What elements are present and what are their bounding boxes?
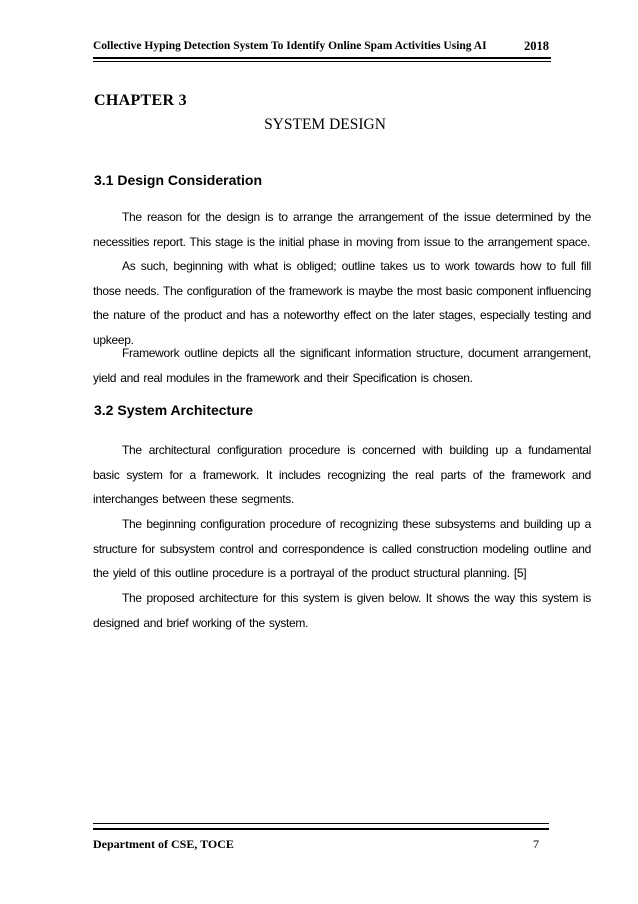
paragraph: As such, beginning with what is obliged; outline takes us to work towards how to full fill those needs. The configuration of the framework is maybe the most basic component influencing the nature of the product and has a noteworthy effect on the later stages, especially testing and upkeep.: [93, 259, 591, 348]
paragraph: The reason for the design is to arrange the arrangement of the issue determined by the necessities report. This stage is the initial phase in moving from issue to the arrangement space.: [93, 210, 591, 249]
section-heading-design-consideration: 3.1 Design Consideration: [94, 172, 263, 188]
footer-rule-thick: [93, 828, 549, 830]
chapter-label: CHAPTER 3: [94, 92, 187, 109]
section-heading-system-architecture: 3.2 System Architecture: [94, 402, 253, 418]
paragraph: Framework outline depicts all the significant information structure, document arrangement, yield and real modules in the framework and their Specification is chosen.: [93, 346, 591, 385]
footer-rule-thin: [93, 823, 549, 824]
header-title: Collective Hyping Detection System To Identify Online Spam Activities Using AI: [93, 40, 487, 52]
header-rule-thin: [93, 61, 551, 62]
chapter-title: SYSTEM DESIGN: [264, 116, 386, 133]
header-rule-thick: [93, 57, 551, 59]
header-year: 2018: [524, 39, 549, 53]
footer-department: Department of CSE, TOCE: [93, 837, 234, 851]
page-header: [93, 40, 549, 54]
paragraph: The architectural configuration procedure is concerned with building up a fundamental basic system for a framework. It includes recognizing the real parts of the framework and interchanges between these segments.: [93, 443, 591, 507]
paragraph: The beginning configuration procedure of recognizing these subsystems and building up a structure for subsystem control and correspondence is called construction modeling outline and the yield of this outline procedure is a portrayal of the product structural planning. [5]: [93, 517, 591, 581]
paragraph: The proposed architecture for this system is given below. It shows the way this system is designed and brief working of the system.: [93, 591, 591, 630]
page-number: 7: [533, 837, 539, 851]
